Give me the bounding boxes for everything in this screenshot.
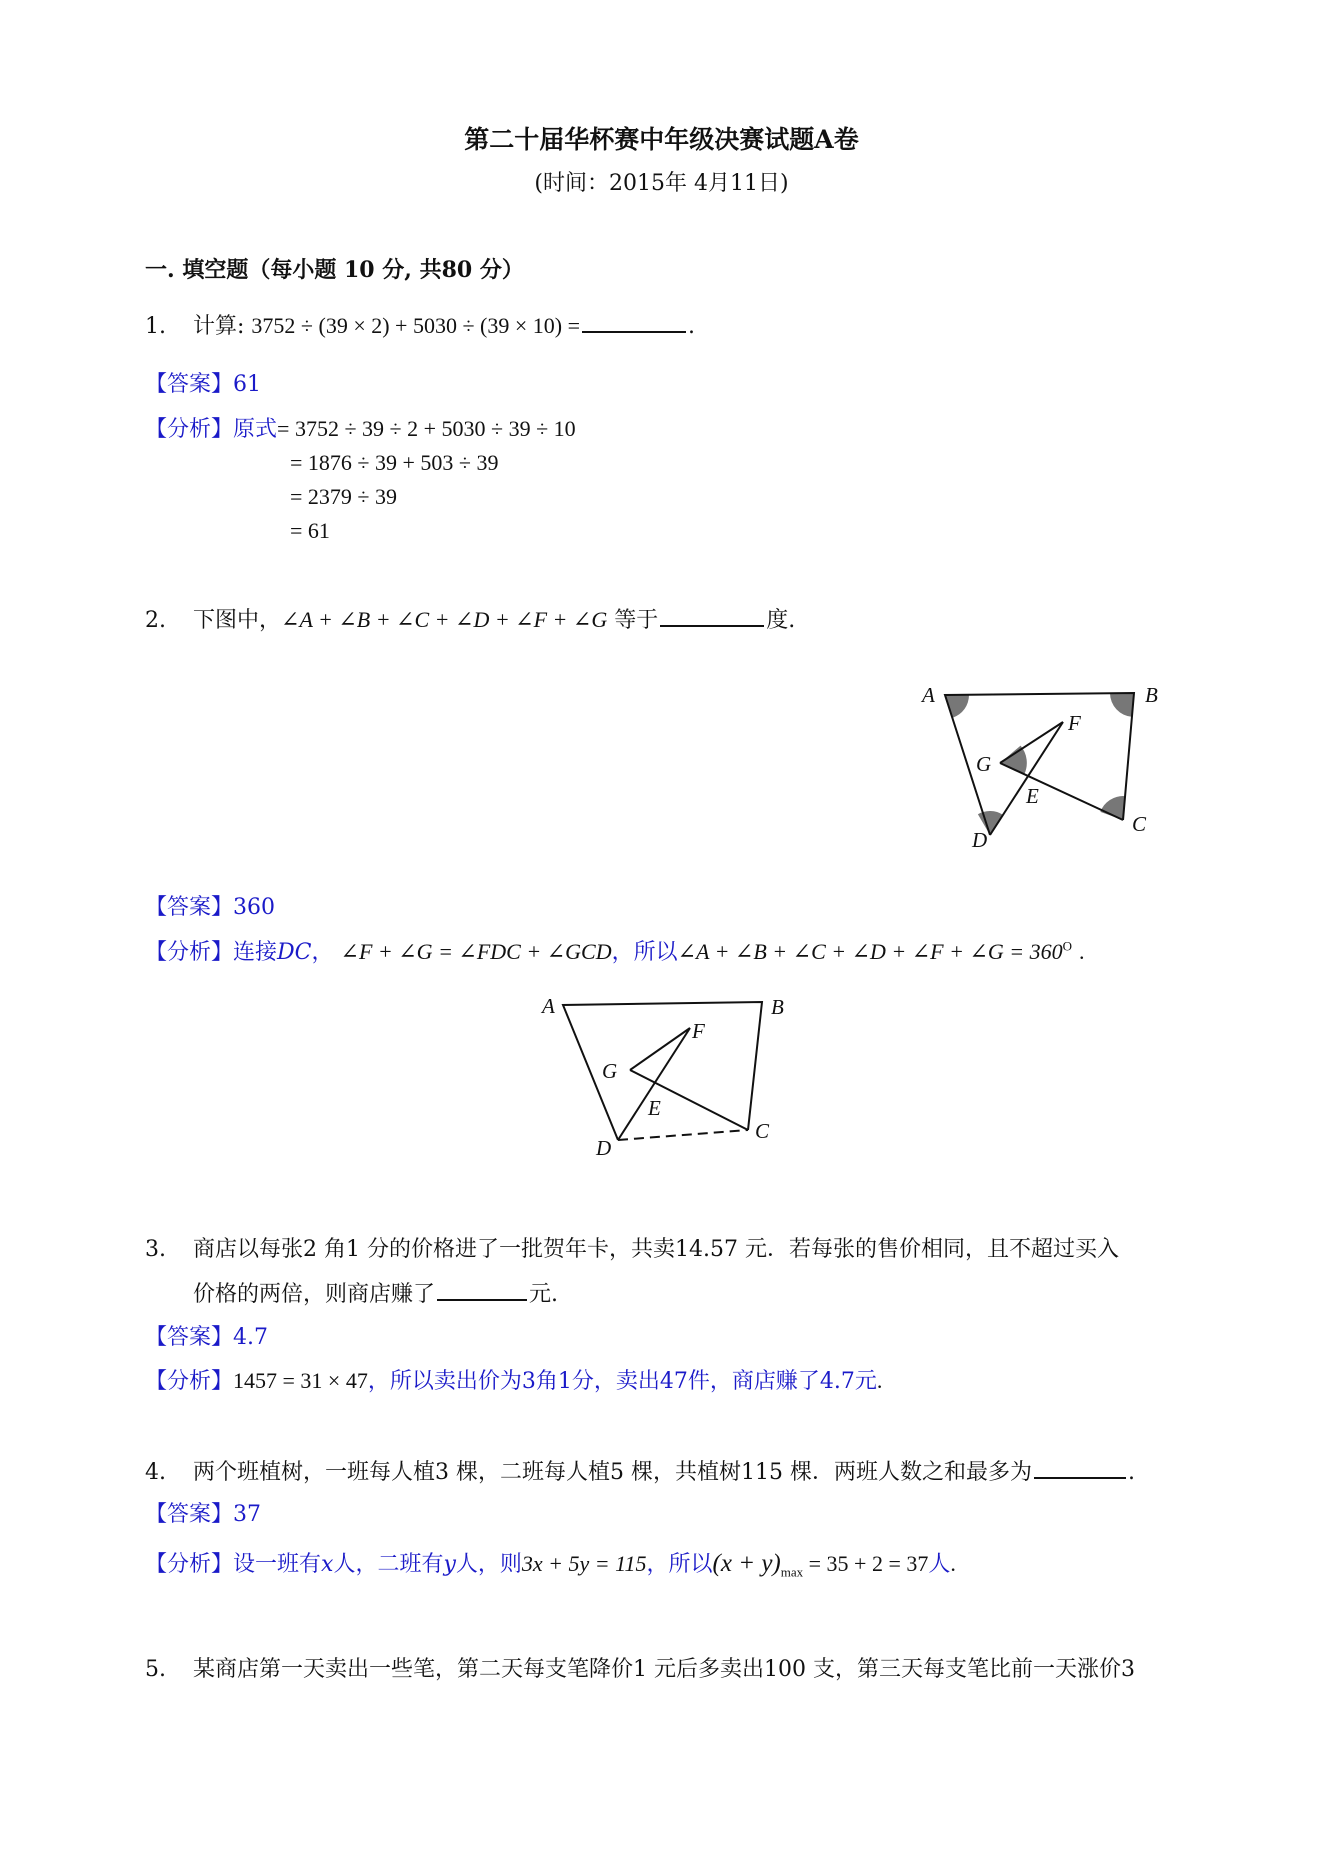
question-end: . [1127, 1460, 1135, 1485]
analysis-end: . [950, 1551, 956, 1576]
answer-value: 61 [233, 372, 262, 397]
answer-label: 【答案】 [145, 372, 234, 397]
edge-fg [630, 1028, 690, 1070]
analysis-text: ，所以卖出价为3角1分，卖出47件，商店赚了4.7元 [367, 1369, 877, 1394]
answer-blank [660, 603, 764, 627]
angle-c-mark [1100, 796, 1124, 820]
answer-blank [1034, 1455, 1126, 1479]
analysis-step: = 1876 ÷ 39 + 503 ÷ 39 [290, 450, 499, 475]
analysis-end: . [1079, 939, 1085, 964]
answer-4 [145, 1497, 261, 1528]
label-e: E [648, 1096, 661, 1120]
label-g: G [976, 752, 992, 776]
edge-dc-dashed [618, 1130, 748, 1140]
analysis-4 [145, 1547, 956, 1580]
answer-label: 【答案】 [145, 1325, 234, 1350]
analysis-step: = 61 [290, 518, 330, 543]
analysis-text: ， [311, 940, 334, 965]
analysis-text: 连接 [233, 940, 278, 965]
angle-figure [900, 675, 1180, 850]
question-text: 等于 [614, 608, 659, 633]
analysis-1 [145, 412, 576, 443]
analysis-prefix: 原式 [233, 417, 278, 442]
analysis-3 [145, 1364, 882, 1395]
label-c: C [755, 1119, 770, 1143]
analysis-expression: (x + y) [712, 1550, 781, 1577]
question-2 [145, 603, 795, 634]
analysis-expression: 1457 = 31 × 47 [233, 1368, 368, 1393]
variable-y: y [443, 1552, 456, 1577]
label-b: B [1145, 683, 1158, 707]
analysis-step: = 3752 ÷ 39 ÷ 2 + 5030 ÷ 39 ÷ 10 [277, 416, 576, 441]
angle-b-mark [1110, 693, 1134, 717]
question-number: 3. [145, 1237, 166, 1262]
exam-date: (时间：2015年 4月11日) [534, 171, 789, 196]
analysis-text: 人，则 [455, 1552, 522, 1577]
question-expression: 3752 ÷ (39 × 2) + 5030 ÷ (39 × 10) = [251, 313, 581, 338]
answer-label: 【答案】 [145, 1502, 234, 1527]
page-title: 第二十届华杯赛中年级决赛试题A卷 [464, 125, 859, 154]
answer-value: 4.7 [233, 1325, 269, 1350]
section-heading: 一. 填空题（每小题 10 分, 共80 分） [145, 257, 524, 283]
question-number: 5. [145, 1657, 166, 1682]
edge-fg [1000, 722, 1063, 763]
degree-sign: O [1062, 938, 1073, 954]
question-3 [145, 1232, 1119, 1263]
question-end: 元. [529, 1282, 559, 1307]
question-end: 度. [766, 608, 796, 633]
analysis-expression: = 35 + 2 = 37 [803, 1551, 929, 1576]
question-text: 两个班植树，一班每人植3 棵，二班每人植5 棵，共植树115 棵．两班人数之和最多为 [193, 1460, 1032, 1485]
answer-label: 【答案】 [145, 895, 234, 920]
label-a: A [542, 994, 555, 1018]
label-d: D [596, 1136, 612, 1160]
question-5 [145, 1652, 1135, 1683]
question-4 [145, 1455, 1135, 1486]
label-f: F [1068, 711, 1081, 735]
question-text: 某商店第一天卖出一些笔，第二天每支笔降价1 元后多卖出100 支，第三天每支笔比前一天涨价3 [193, 1657, 1135, 1682]
answer-value: 360 [233, 895, 276, 920]
variable-x: x [321, 1552, 334, 1577]
analysis-text: ，所以 [646, 1552, 713, 1577]
question-expression: ∠A + ∠B + ∠C + ∠D + ∠F + ∠G [281, 607, 608, 632]
answer-3 [145, 1320, 268, 1351]
analysis-expression: 3x + 5y = 115 [521, 1551, 647, 1576]
label-f: F [692, 1019, 705, 1043]
answer-blank [582, 309, 686, 333]
question-number: 1. [145, 314, 166, 339]
analysis-segment: DC [277, 940, 312, 965]
label-d: D [972, 828, 988, 850]
question-text: 价格的两倍，则商店赚了 [193, 1282, 436, 1307]
analysis-expression: ∠A + ∠B + ∠C + ∠D + ∠F + ∠G = 360 [677, 939, 1063, 964]
question-number: 2. [145, 608, 166, 633]
edge-df [618, 1028, 690, 1140]
analysis-text: 人，二班有 [333, 1552, 444, 1577]
analysis-expression: ∠F + ∠G = ∠FDC + ∠GCD [340, 939, 612, 964]
question-end: . [688, 314, 696, 339]
analysis-step: = 2379 ÷ 39 [290, 484, 397, 509]
label-c: C [1132, 812, 1147, 836]
answer-2 [145, 890, 275, 921]
label-e: E [1026, 784, 1039, 808]
analysis-label: 【分析】 [145, 1369, 234, 1394]
label-g: G [602, 1059, 618, 1083]
analysis-subscript: max [780, 1564, 804, 1580]
question-text: 商店以每张2 角1 分的价格进了一批贺年卡，共卖14.57 元．若每张的售价相同，且不超过买入 [193, 1237, 1119, 1262]
angle-figure-solution [530, 985, 800, 1160]
label-b: B [771, 995, 784, 1019]
question-number: 4. [145, 1460, 166, 1485]
question-3-continued [193, 1277, 558, 1308]
analysis-text: 设一班有 [233, 1552, 322, 1577]
analysis-label: 【分析】 [145, 940, 234, 965]
answer-1 [145, 367, 261, 398]
analysis-text: 人 [928, 1552, 951, 1577]
analysis-text: ，所以 [611, 940, 678, 965]
analysis-end: . [876, 1368, 883, 1393]
edge-df [990, 722, 1063, 835]
question-text: 计算: [193, 314, 245, 339]
answer-value: 37 [233, 1502, 262, 1527]
analysis-label: 【分析】 [145, 1552, 234, 1577]
analysis-label: 【分析】 [145, 417, 234, 442]
analysis-2 [145, 935, 1085, 966]
question-text: 下图中， [193, 608, 282, 633]
label-a: A [922, 683, 935, 707]
answer-blank [437, 1277, 527, 1301]
question-1 [145, 309, 695, 340]
